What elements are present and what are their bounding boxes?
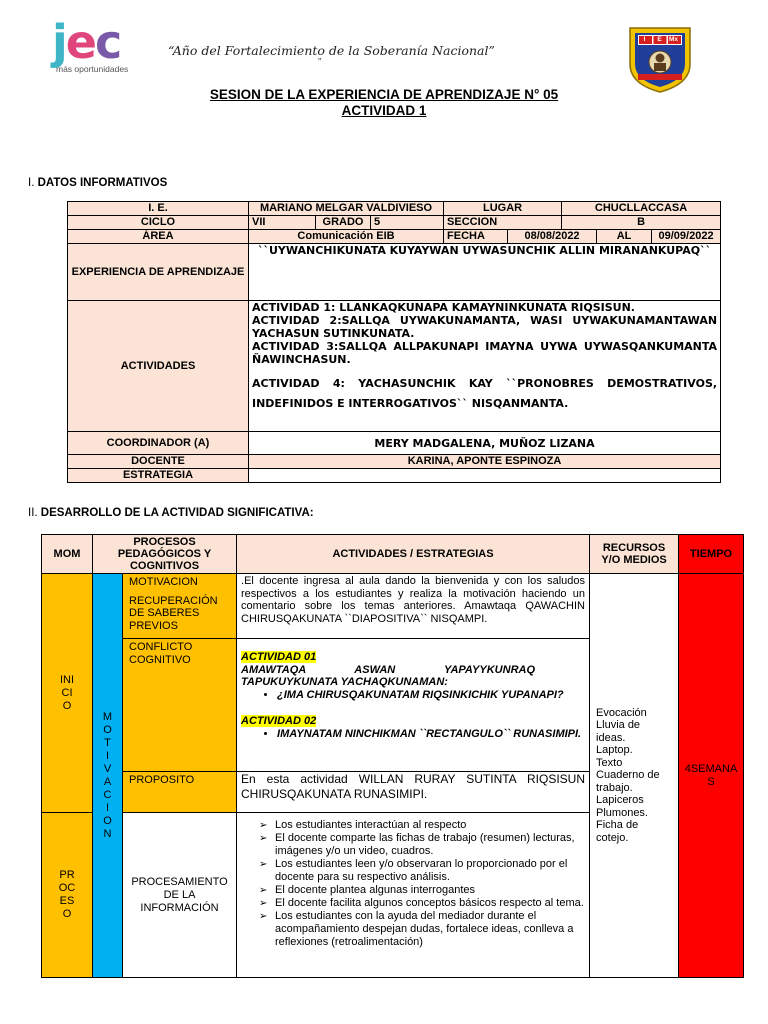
area-label: ÁREA — [68, 230, 249, 244]
list-item: ➢ El docente plantea algunas interrogantes — [261, 884, 585, 897]
recurso-item: Ficha de cotejo. — [596, 819, 639, 844]
section-desarrollo-heading: II. DESARROLLO DE LA ACTIVIDAD SIGNIFICATIVA: — [28, 507, 314, 519]
lugar-label: LUGAR — [444, 202, 562, 216]
actividad-01-text: AMAWTAQA ASWAN YAPAYYKUNRAQ TAPUKUYKUNATA YACHAQKUNAMAN: — [241, 663, 536, 688]
actividad-02-question: • IMAYNATAM NINCHIKMAN ``RECTANGULO`` RUNASIMIPI. — [277, 728, 585, 741]
ie-label: I. E. — [68, 202, 249, 216]
recurso-item: Lluvia de ideas. — [596, 719, 641, 744]
fecha-value: 08/08/2022 — [508, 230, 597, 244]
experiencia-label: EXPERIENCIA DE APRENDIZAJE — [68, 244, 249, 301]
national-motto: “Año del Fortalecimiento de la Soberanía Nacional” — [168, 43, 495, 58]
school-crest-icon — [624, 24, 696, 94]
seccion-label: SECCION — [444, 216, 562, 230]
mom-proceso: PR OC ES O — [42, 813, 93, 978]
lugar-value: CHUCLLACCASA — [562, 202, 721, 216]
recurso-item: Plumones. — [596, 806, 648, 819]
actividad-item: ACTIVIDAD 1: LLANKAQKUNAPA KAMAYNINKUNATA RIQSISUN. — [252, 301, 635, 314]
crest-letter-1: I — [643, 36, 646, 43]
coordinador-label: COORDINADOR (A) — [68, 432, 249, 455]
estrategia-conflicto — [237, 639, 590, 772]
proceso-proposito: PROPOSITO — [123, 772, 237, 813]
recurso-item: Laptop. — [596, 744, 633, 757]
desarrollo-table — [41, 534, 744, 978]
recurso-item: Cuaderno de trabajo. — [596, 769, 660, 794]
activity-title: ACTIVIDAD 1 — [341, 103, 427, 118]
jec-logo-subtitle: más oportunidades — [56, 64, 129, 74]
motivacion-vertical: M O T I V A C I O N — [93, 574, 123, 978]
proceso-motivacion-cell — [123, 574, 237, 639]
al-value: 09/09/2022 — [652, 230, 721, 244]
recurso-item: Lapiceros — [596, 794, 644, 807]
actividades-list — [249, 301, 721, 432]
fecha-label: FECHA — [444, 230, 508, 244]
actividad-item: ACTIVIDAD 3:SALLQA ALLPAKUNAPI IMAYNA UYWA UYWASQANKUMANTA ÑAWINCHASUN. — [252, 340, 718, 366]
header-mom: MOM — [42, 535, 93, 574]
ie-value: MARIANO MELGAR VALDIVIESO — [249, 202, 444, 216]
area-value: Comunicación EIB — [249, 230, 444, 244]
docente-label: DOCENTE — [68, 455, 249, 469]
ciclo-label: CICLO — [68, 216, 249, 230]
list-item: ➢ Los estudiantes interactúan al respecto — [261, 819, 585, 832]
actividades-label: ACTIVIDADES — [68, 301, 249, 432]
experiencia-value: ``UYWANCHIKUNATA KUYAYWAN UYWASUNCHIK ALLIN MIRANANKUPAQ`` — [249, 244, 721, 301]
header-tiempo: TIEMPO — [679, 535, 744, 574]
datos-informativos-table — [67, 201, 721, 483]
crest-letter-3: Mx — [668, 36, 679, 43]
proceso-conflicto: CONFLICTO COGNITIVO — [123, 639, 237, 772]
actividad-item: ACTIVIDAD 2:SALLQA UYWAKUNAMANTA, WASI UYWAKUNAMANTAWAN YACHASUN SUTINKUNATA. — [252, 314, 718, 340]
estrategia-proposito: En esta actividad WILLAN RURAY SUTINTA RIQSISUN CHIRUSQAKUNATA RUNASIMIPI. — [237, 772, 590, 813]
estrategia-motivacion: .El docente ingresa al aula dando la bienvenida y con los saludos respectivos a los estudiantes y realiza la motivación haciendo un comentario sobre los temas anteriores. Amawtaqa QAWACHIN CHIRUSQAKUNATA ``DIAPOSITIVA`` NISQAMPI. — [237, 574, 590, 639]
estrategia-value — [249, 469, 721, 483]
header-procesos: PROCESOS PEDAGÓGICOS Y COGNITIVOS — [93, 535, 237, 574]
docente-value: KARINA, APONTE ESPINOZA — [249, 455, 721, 469]
proceso-procesamiento: PROCESAMIENTO DE LA INFORMACIÓN — [123, 813, 237, 978]
mom-inicio: INI CI O — [42, 574, 93, 813]
list-item: ➢ El docente comparte las fichas de trabajo (resumen) lecturas, imágenes y/o un video, cuadros. — [261, 832, 585, 858]
header-actividades: ACTIVIDADES / ESTRATEGIAS — [237, 535, 590, 574]
actividad-01-title: ACTIVIDAD 01 — [241, 651, 317, 663]
session-title: SESION DE LA EXPERIENCIA DE APRENDIZAJE N° 05 — [209, 87, 559, 102]
seccion-value: B — [562, 216, 721, 230]
recursos-cell — [590, 574, 679, 978]
section-datos-heading: I. DATOS INFORMATIVOS — [28, 177, 168, 189]
list-item: ➢ El docente facilita algunos conceptos básicos respecto al tema. — [261, 897, 585, 910]
actividad-02-title: ACTIVIDAD 02 — [241, 715, 317, 727]
recurso-item: Evocación — [596, 706, 647, 719]
crest-letter-2: E — [657, 36, 662, 43]
proceso-recuperacion: RECUPERACIÓN DE SABERES PREVIOS — [129, 594, 218, 632]
estrategia-label: ESTRATEGIA — [68, 469, 249, 483]
actividad-item: ACTIVIDAD 4: YACHASUNCHIK KAY ``PRONOBRES DEMOSTRATIVOS, INDEFINIDOS E INTERROGATIVOS`` NISQANMANTA. — [252, 377, 718, 410]
estrategia-procesamiento — [237, 813, 590, 978]
recurso-item: Texto — [596, 756, 623, 769]
motto-quote-mark: ” — [318, 57, 322, 68]
grado-label: GRADO — [316, 216, 371, 230]
ciclo-value: VII — [249, 216, 316, 230]
grado-value: 5 — [371, 216, 444, 230]
coordinador-value: MERY MADGALENA, MUÑOZ LIZANA — [249, 432, 721, 455]
tiempo-value: 4SEMANAS — [679, 574, 744, 978]
actividad-01-question: • ¿IMA CHIRUSQAKUNATAM RIQSINKICHIK YUPANAPI? — [277, 689, 585, 702]
proceso-motivacion: MOTIVACION — [129, 576, 198, 588]
list-item: ➢ Los estudiantes leen y/o observaran lo proporcionado por el docente para su respectivo análisis. — [261, 858, 585, 884]
list-item: ➢ Los estudiantes con la ayuda del mediador durante el acompañamiento despejan dudas, fortalece ideas, conlleva a reflexiones (retroalimentación) — [261, 910, 585, 949]
jec-logo: jec más oportunidades — [52, 15, 129, 74]
header-recursos: RECURSOS Y/O MEDIOS — [590, 535, 679, 574]
al-label: AL — [597, 230, 652, 244]
